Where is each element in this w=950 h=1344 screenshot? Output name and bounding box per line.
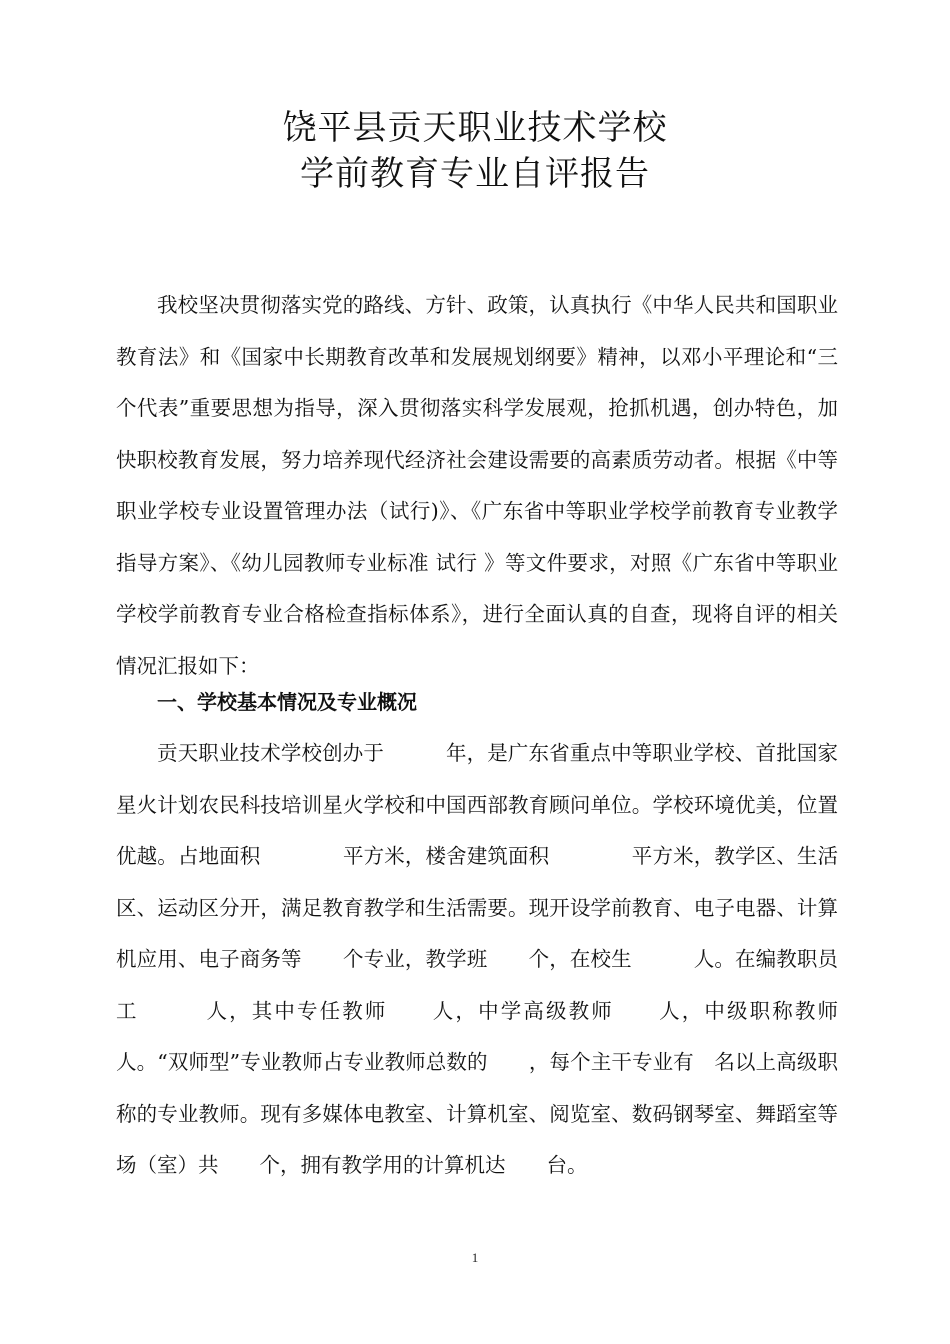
intro-paragraph: 我校坚决贯彻落实党的路线、方针、政策，认真执行《中华人民共和国职业教育法》和《国家中长期教育改革和发展规划纲要》精神，以邓小平理论和“三个代表”重要思想为指导，深入贯彻落实科学发展观，抢抓机遇，创办特色，加快职校教育发展，努力培养现代经济社会建设需要的高素质劳动者。根据《中等职业学校专业设置管理办法（试行)》、《广东省中等职业学校学前教育专业教学指导方案》、《幼儿园教师专业标准 试行 》等文件要求，对照《广东省中等职业学校学前教育专业合格检查指标体系》，进行全面认真的自查，现将自评的相关情况汇报如下：: [116, 293, 838, 678]
page-number: 1: [471, 1250, 479, 1265]
document-title-line1: 饶平县贡天职业技术学校: [282, 108, 668, 148]
document-title-line2: 学前教育专业自评报告: [300, 154, 650, 194]
section-heading: 一、学校基本情况及专业概况: [157, 690, 417, 714]
section-paragraph: 贡天职业技术学校创办于 年，是广东省重点中等职业学校、首批国家星火计划农民科技培训星火学校和中国西部教育顾问单位。学校环境优美，位置优越。占地面积 平方米，楼舍建筑面积 平方米，教学区、生活区、运动区分开，满足教育教学和生活需要。现开设学前教育、电子电器、计算机应用、电子商务等 个专业，教学班 个，在校生 人。在编教职员工 人，其中专任教师 人，中学高级教师 人，中级职称教师 人。“双师型”专业教师占专业教师总数的 ，每个主干专业有 名以上高级职称的专业教师。现有多媒体电教室、计算机室、阅览室、数码钢琴室、舞蹈室等场（室）共 个，拥有教学用的计算机达 台。: [116, 741, 879, 1177]
